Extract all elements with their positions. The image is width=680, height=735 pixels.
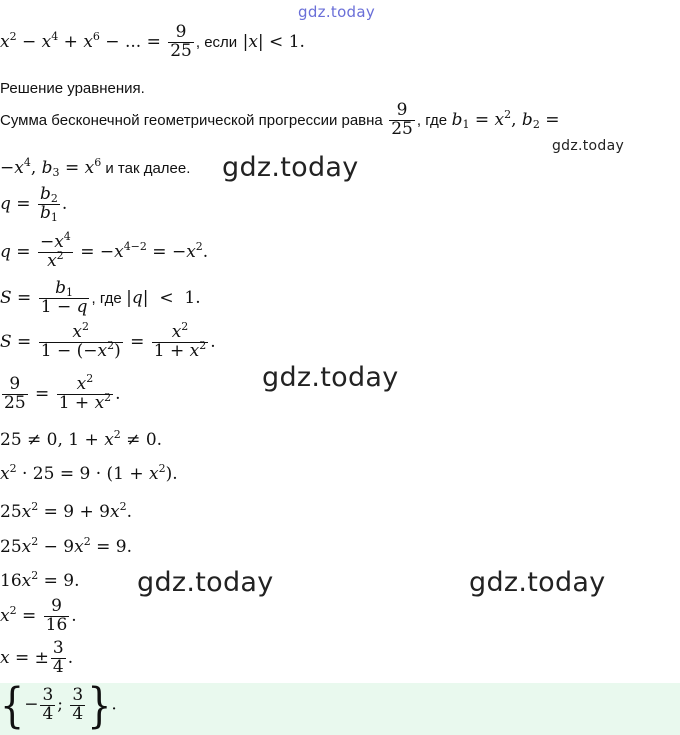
watermark-top: gdz.today [298,3,376,21]
watermark-bottom-right: gdz.today [469,567,606,598]
expand-line: $25x^2 = 9 + 9x^2$. [0,500,132,522]
watermark-mid2: gdz.today [262,362,399,393]
cross-multiply-line: $x^2 \cdot 25 = 9 \cdot (1 + x^2)$. [0,462,178,484]
answer-line: {− $\frac{3}{4}$ ; $\frac{3}{4}$ }. [0,677,117,733]
domain-line: 25 ≠ 0, $1 + x^2 \ne 0$. [0,428,163,450]
sum-substitution-line: S = $\frac{x^2}{1 - (-x^2)}$ = $\frac{x^2}{1 + x^2}$ . [0,320,216,361]
watermark-bottom-left: gdz.today [137,567,274,598]
ratio-def-line: q = $\frac{b_2}{b_1}$ . [0,184,68,224]
watermark-mid1: gdz.today [222,152,359,183]
esli-text: , если [195,33,238,51]
simplify-line: $16x^2 = 9$. [0,569,80,591]
ratio-calc-line: q = $\frac{-x^4}{x^2}$ = $-x^{4-2} = -x^2$. [0,230,209,271]
equation-line: $x^2 - x^4 + x^6$ − ... = $\frac{9}{25}$ , если |x| < 1. [0,22,305,61]
sum-sentence-text: Сумма бесконечной геометрической прогрессии равна [0,111,383,129]
gde2-text: , где [91,289,122,307]
sum-sentence-line: Сумма бесконечной геометрической прогрессии равна $\frac{9}{25}$ , где $b_1 = x^2$, $b_2$ = [0,100,560,139]
tak-dalee-text: и так далее. [101,160,191,177]
sum-formula-line: S = $\frac{b_1}{1 - q}$ , где |q| < 1. [0,278,201,317]
sequence-line: $-x^4$, $b_3 = x^6$ и так далее. [0,156,191,179]
solution-heading: Решение уравнения. [0,80,145,97]
collect-line: $25x^2 - 9x^2 = 9$. [0,535,132,557]
x-solution-line: x = ± $\frac{3}{4}$ . [0,638,74,677]
gde-text: , где [416,111,448,129]
x-squared-line: $x^2$ = $\frac{9}{16}$ . [0,596,77,635]
watermark-small: gdz.today [552,138,625,154]
equation-setup-line: $\frac{9}{25}$ = $\frac{x^2}{1 + x^2}$ . [4,372,121,413]
